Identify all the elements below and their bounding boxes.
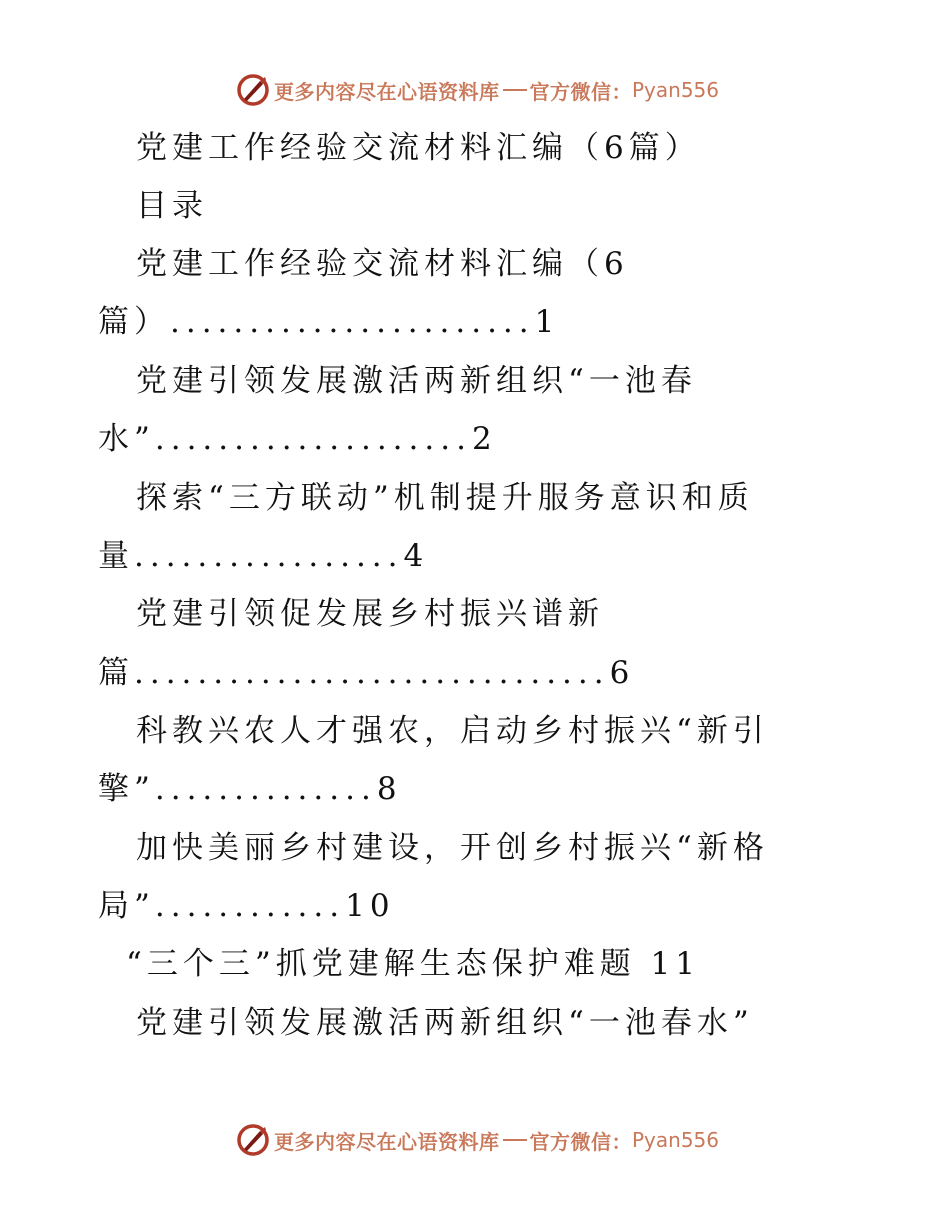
toc-entry-6-leader: ............	[154, 888, 346, 924]
document-title: 党建工作经验交流材料汇编（6篇）	[136, 130, 701, 166]
toc-entry-2-line2[interactable]	[98, 419, 497, 459]
toc-entry-3-leader: .................	[134, 538, 404, 574]
toc-heading: 目录	[136, 188, 208, 224]
toc-entry-4-page: 6	[609, 655, 635, 691]
toc-entry-5-text: 擎”	[98, 771, 155, 807]
toc-entry-1-line2[interactable]	[98, 302, 559, 342]
toc-entry-5-line1[interactable]: 科教兴农人才强农，启动乡村振兴“新引	[136, 713, 769, 749]
toc-entry-6-text: 局”	[98, 888, 155, 924]
toc-entry-2-line1[interactable]: 党建引领发展激活两新组织“一池春	[136, 363, 697, 399]
toc-entry-1-text: 篇）	[98, 304, 170, 340]
toc-entry-1-page: 1	[534, 304, 560, 340]
toc-entry-1-line1[interactable]: 党建工作经验交流材料汇编（6	[136, 246, 629, 282]
section-heading: 党建引领发展激活两新组织“一池春水”	[136, 1005, 754, 1041]
toc-entry-5-page: 8	[376, 771, 402, 807]
toc-entry-4-text: 篇	[98, 655, 134, 691]
toc-entry-3-line1[interactable]: 探索“三方联动”机制提升服务意识和质	[136, 480, 754, 516]
toc-entry-6-line1[interactable]: 加快美丽乡村建设，开创乡村振兴“新格	[136, 830, 769, 866]
toc-entry-7[interactable]: “三个三”抓党建解生态保护难题 11	[126, 946, 700, 982]
toc-entry-1-leader: .......................	[170, 304, 535, 340]
toc-entry-4-leader: ..............................	[134, 655, 610, 691]
toc-entry-6-page: 10	[345, 888, 395, 924]
toc-entry-4-line1[interactable]: 党建引领促发展乡村振兴谱新	[136, 596, 604, 632]
toc-entry-2-text: 水”	[98, 421, 155, 457]
banner-wechat-id: Pyan556	[632, 78, 720, 102]
toc-entry-2-leader: ....................	[154, 421, 472, 457]
toc-entry-5-leader: ..............	[154, 771, 377, 807]
toc-entry-5-line2[interactable]	[98, 769, 402, 809]
banner-wechat-id: Pyan556	[632, 1128, 720, 1152]
banner-label: 官方微信：	[529, 1129, 632, 1154]
banner-text: 更多内容尽在心语资料库	[274, 79, 500, 104]
toc-entry-3-text: 量	[98, 538, 134, 574]
banner-dash	[503, 89, 527, 91]
toc-entry-2-page: 2	[471, 421, 497, 457]
toc-entry-4-line2[interactable]	[98, 653, 634, 693]
quill-pen-logo-icon	[236, 1123, 270, 1157]
toc-entry-3-line2[interactable]	[98, 536, 428, 576]
quill-pen-logo-icon	[236, 73, 270, 107]
footer-banner	[236, 1122, 719, 1158]
banner-text: 更多内容尽在心语资料库	[274, 1129, 500, 1154]
banner-dash	[503, 1139, 527, 1141]
header-banner	[236, 72, 719, 108]
banner-label: 官方微信：	[529, 79, 632, 104]
toc-entry-6-line2[interactable]	[98, 886, 395, 926]
toc-entry-3-page: 4	[403, 538, 429, 574]
